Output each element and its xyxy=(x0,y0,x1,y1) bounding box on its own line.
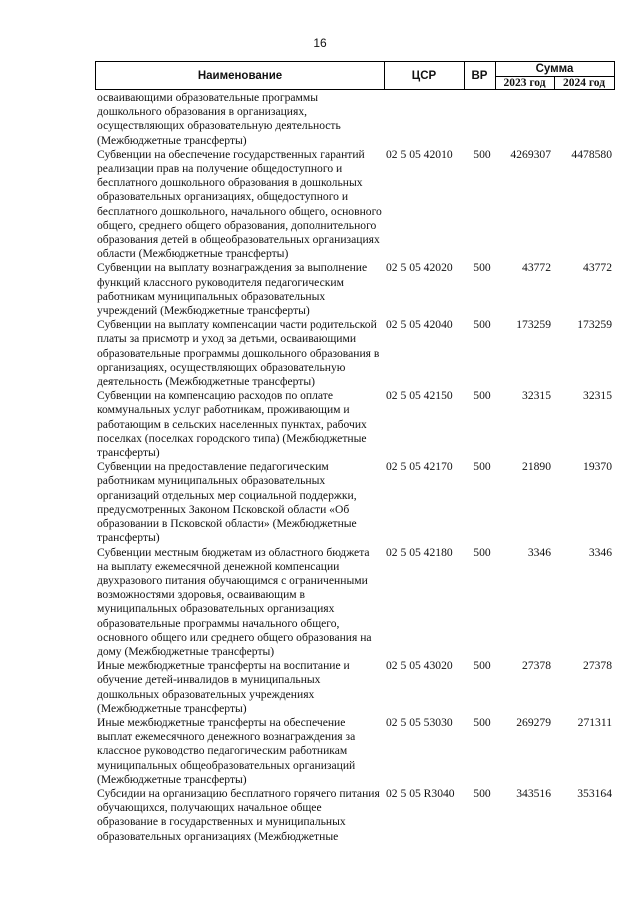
row-vr: 500 xyxy=(473,318,491,332)
row-name: осваивающими образовательные программы дошкольного образования в организациях, осуществляющих образовательную деятельность (Межбюджетные трансферты) xyxy=(97,91,341,147)
row-name: Субвенции на обеспечение государственных гарантий реализации прав на получение общедоступного и бесплатного дошкольного образования в дошкольных образовательных организациях, общедоступного и бесплатного дошкольного, начального общего, основного общего, среднего общего образования, дополнительного образования детей в общеобразовательных организациях области (Межбюджетные трансферты) xyxy=(97,147,382,261)
row-vr: 500 xyxy=(473,786,491,800)
row-vr: 500 xyxy=(473,545,491,559)
table-row xyxy=(97,787,617,844)
row-vr: 500 xyxy=(473,715,491,729)
header-year-2024: 2024 год xyxy=(562,76,606,89)
row-sum-2024: 32315 xyxy=(583,389,612,403)
table-row xyxy=(97,716,617,787)
header-name: Наименование xyxy=(96,62,385,89)
row-sum-2023: 21890 xyxy=(522,460,551,474)
row-sum-2024: 173259 xyxy=(577,318,612,332)
row-name: Субвенции на выплату компенсации части родительской платы за присмотр и уход за детьми, осваивающими образовательные программы дошкольного образования в организациях, осуществляющих образовательную деятельность (Межбюджетные трансферты) xyxy=(97,318,380,389)
row-name: Субвенции на предоставление педагогическим работникам муниципальных образовательных организаций отдельных мер социальной поддержки, предусмотренных Законом Псковской области «Об образовании в Псковской области» (Межбюджетные трансферты) xyxy=(97,460,357,545)
row-csr: 02 5 05 42150 xyxy=(386,389,453,403)
row-csr: 02 5 05 42020 xyxy=(386,261,453,275)
row-sum-2024: 4478580 xyxy=(571,147,612,161)
row-sum-2023: 343516 xyxy=(516,786,551,800)
row-csr: 02 5 05 42040 xyxy=(386,318,453,332)
row-sum-2023: 4269307 xyxy=(510,147,551,161)
row-name: Субсидии на организацию бесплатного горячего питания обучающихся, получающих начальное общее образование в государственных и муниципальных образовательных организациях (Межбюджетные xyxy=(97,786,380,843)
row-csr: 02 5 05 53030 xyxy=(386,715,453,729)
row-vr: 500 xyxy=(473,147,491,161)
row-name: Иные межбюджетные трансферты на обеспечение выплат ежемесячного денежного вознаграждения за классное руководство педагогическим работникам муниципальных общеобразовательных организаций (Межбюджетные трансферты) xyxy=(97,715,356,786)
row-sum-2024: 27378 xyxy=(583,659,612,673)
row-sum-2024: 19370 xyxy=(583,460,612,474)
row-vr: 500 xyxy=(473,460,491,474)
row-sum-2024: 3346 xyxy=(588,545,612,559)
row-csr: 02 5 05 42010 xyxy=(386,147,453,161)
row-name: Субвенции на компенсацию расходов по оплате коммунальных услуг работникам, проживающим и работающим в сельских населенных пунктах, рабочих поселках (поселках городского типа) (Межбюджетные трансферты) xyxy=(97,389,367,460)
row-csr: 02 5 05 42170 xyxy=(386,460,453,474)
row-sum-2024: 43772 xyxy=(583,261,612,275)
row-sum-2023: 43772 xyxy=(522,261,551,275)
row-csr: 02 5 05 43020 xyxy=(386,659,453,673)
row-csr: 02 5 05 42180 xyxy=(386,545,453,559)
table-row xyxy=(97,148,617,262)
table-row xyxy=(97,261,617,318)
table-row xyxy=(97,460,617,545)
row-name: Субвенции местным бюджетам из областного бюджета на выплату ежемесячной денежной компенсации двухразового питания обучающимся с ограниченными возможностями здоровья, осваивающим в муниципальных образовательных организациях образовательные программы начального общего, основного общего или среднего общего образования на дому (Межбюджетные трансферты) xyxy=(97,545,372,658)
table-header xyxy=(95,61,615,90)
row-name: Иные межбюджетные трансферты на воспитание и обучение детей-инвалидов в муниципальных дошкольных образовательных учреждениях (Межбюджетные трансферты) xyxy=(97,659,350,715)
row-sum-2023: 3346 xyxy=(527,545,551,559)
page-number: 16 xyxy=(313,36,327,50)
row-name: Субвенции на выплату вознаграждения за выполнение функций классного руководителя педагогическим работникам муниципальных образовательных учреждений (Межбюджетные трансферты) xyxy=(97,261,368,318)
row-vr: 500 xyxy=(473,659,491,673)
table-row xyxy=(97,546,617,660)
table-body xyxy=(97,91,617,844)
header-sum: Сумма xyxy=(495,62,614,77)
row-sum-2024: 353164 xyxy=(577,786,612,800)
header-vr: ВР xyxy=(464,62,496,89)
row-csr: 02 5 05 R3040 xyxy=(386,786,455,800)
header-csr: ЦСР xyxy=(384,62,465,89)
header-year-2023: 2023 год xyxy=(495,76,555,89)
row-sum-2023: 32315 xyxy=(522,389,551,403)
row-sum-2024: 271311 xyxy=(577,715,612,729)
row-vr: 500 xyxy=(473,261,491,275)
table-row xyxy=(97,91,617,148)
row-sum-2023: 269279 xyxy=(516,715,551,729)
table-row xyxy=(97,659,617,716)
row-sum-2023: 173259 xyxy=(516,318,551,332)
table-row xyxy=(97,318,617,389)
row-vr: 500 xyxy=(473,389,491,403)
row-sum-2023: 27378 xyxy=(522,659,551,673)
table-row xyxy=(97,389,617,460)
